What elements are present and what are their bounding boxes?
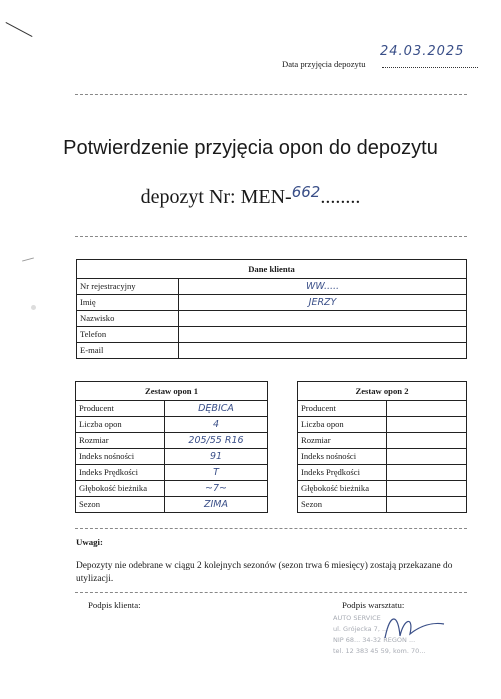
row-label: Nr rejestracyjny xyxy=(77,279,179,295)
row-label: Liczba opon xyxy=(298,417,387,433)
set2-season[interactable] xyxy=(387,497,467,513)
set1-producer[interactable]: DĘBICA xyxy=(165,401,268,417)
corner-mark xyxy=(6,22,33,37)
first-name-value[interactable]: JERZY xyxy=(179,295,467,311)
stamp-line: AUTO SERVICE xyxy=(333,614,381,622)
table-row xyxy=(298,417,467,433)
set1-tread-depth[interactable]: ~7~ xyxy=(165,481,268,497)
phone-value[interactable] xyxy=(179,327,467,343)
set2-load-index[interactable] xyxy=(387,449,467,465)
row-label: Rozmiar xyxy=(76,433,165,449)
row-label: Telefon xyxy=(77,327,179,343)
deposit-number-value: 662 xyxy=(291,183,321,201)
row-label: Indeks nośności xyxy=(76,449,165,465)
table-row xyxy=(298,433,467,449)
row-label: Głębokość bieżnika xyxy=(298,481,387,497)
margin-dot xyxy=(31,305,36,310)
row-label: Rozmiar xyxy=(298,433,387,449)
table-row xyxy=(77,295,467,311)
set2-speed-index[interactable] xyxy=(387,465,467,481)
divider xyxy=(75,94,467,95)
set2-size[interactable] xyxy=(387,433,467,449)
stamp-line: tel. 12 383 45 59, kom. 70... xyxy=(333,647,426,655)
notes-text: Depozyty nie odebrane w ciągu 2 kolejnych sezonów (sezon trwa 6 miesięcy) zostają przekazane do utylizacji. xyxy=(76,561,453,584)
table-row xyxy=(298,449,467,465)
shop-signature-label: Podpis warsztatu: xyxy=(342,600,405,610)
divider xyxy=(75,592,467,593)
handwritten-signature xyxy=(380,608,450,648)
set1-count[interactable]: 4 xyxy=(165,417,268,433)
row-label: Sezon xyxy=(298,497,387,513)
table-row xyxy=(76,433,268,449)
table-row xyxy=(298,401,467,417)
set1-season[interactable]: ZIMA xyxy=(165,497,268,513)
client-table xyxy=(76,259,467,359)
table-row xyxy=(77,343,467,359)
client-signature-label: Podpis klienta: xyxy=(88,600,141,610)
table-row xyxy=(77,311,467,327)
registration-value[interactable]: WW..... xyxy=(179,279,467,295)
row-label: Głębokość bieżnika xyxy=(76,481,165,497)
table-row xyxy=(77,327,467,343)
stamp-line: ul. Grójecka 7, ... xyxy=(333,625,389,633)
page-title: Potwierdzenie przyjęcia opon do depozytu xyxy=(63,137,438,159)
stamp-line: NIP 68... 34-32 REGON ... xyxy=(333,636,416,644)
deposit-prefix: depozyt Nr: MEN- xyxy=(140,186,292,208)
row-label: Liczba opon xyxy=(76,417,165,433)
row-label: Indeks Prędkości xyxy=(76,465,165,481)
tire-set-1-title: Zestaw opon 1 xyxy=(76,382,268,401)
table-row xyxy=(76,417,268,433)
set1-size[interactable]: 205/55 R16 xyxy=(165,433,268,449)
row-label: Imię xyxy=(77,295,179,311)
row-label: Producent xyxy=(298,401,387,417)
client-table-title: Dane klienta xyxy=(77,260,467,279)
row-label: Indeks Prędkości xyxy=(298,465,387,481)
set1-load-index[interactable]: 91 xyxy=(165,449,268,465)
set2-tread-depth[interactable] xyxy=(387,481,467,497)
tire-set-2-title: Zestaw opon 2 xyxy=(298,382,467,401)
row-label: Producent xyxy=(76,401,165,417)
set2-count[interactable] xyxy=(387,417,467,433)
row-label: Nazwisko xyxy=(77,311,179,327)
row-label: Sezon xyxy=(76,497,165,513)
deposit-number xyxy=(0,183,501,209)
table-row xyxy=(298,465,467,481)
table-row xyxy=(76,465,268,481)
divider xyxy=(75,236,467,237)
deposit-dots: ........ xyxy=(320,186,361,208)
table-row xyxy=(298,481,467,497)
date-value: 24.03.2025 xyxy=(380,44,465,59)
table-row xyxy=(76,449,268,465)
set2-producer[interactable] xyxy=(387,401,467,417)
date-label: Data przyjęcia depozytu xyxy=(282,59,366,69)
row-label: E-mail xyxy=(77,343,179,359)
divider xyxy=(75,528,467,529)
table-row xyxy=(298,497,467,513)
table-row xyxy=(76,481,268,497)
table-row xyxy=(77,279,467,295)
email-value[interactable] xyxy=(179,343,467,359)
margin-mark xyxy=(22,257,34,261)
tire-set-2-table xyxy=(297,381,467,513)
set1-speed-index[interactable]: T xyxy=(165,465,268,481)
table-row xyxy=(76,497,268,513)
tire-set-1-table xyxy=(75,381,268,513)
row-label: Indeks nośności xyxy=(298,449,387,465)
notes-label: Uwagi: xyxy=(76,537,103,547)
table-row xyxy=(76,401,268,417)
last-name-value[interactable] xyxy=(179,311,467,327)
